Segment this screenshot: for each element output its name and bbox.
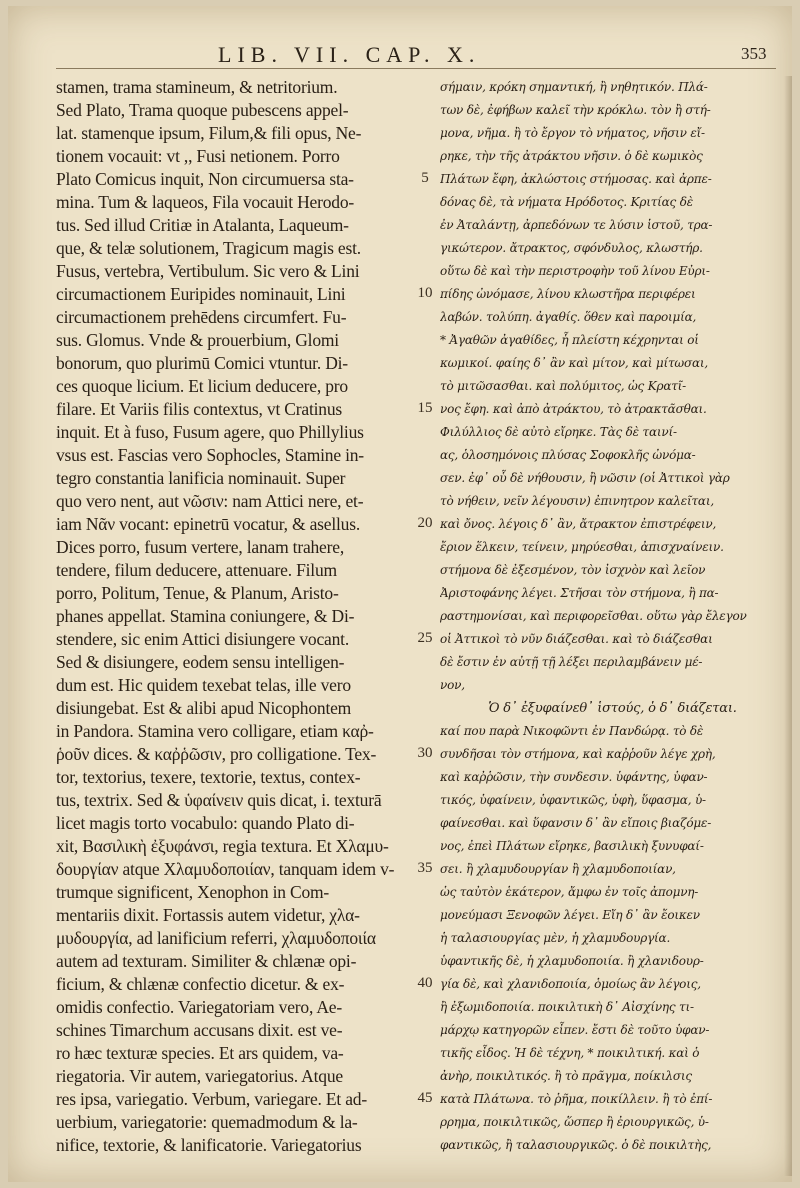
- latin-text-line: trumque significent, Xenophon in Com-: [56, 882, 330, 902]
- greek-text-line: Πλάτων ἔφη, ἀκλώστοις στήμοσας. καὶ ἀρπε-: [440, 172, 712, 186]
- greek-text-line: τὸ μιτῶσασθαι. καὶ πολύμιτος, ὡς Κρατῖ-: [440, 379, 687, 393]
- latin-text-line: nifice, textorie, & lanificatorie. Variegatorius: [56, 1135, 362, 1155]
- greek-text-line: ας, ὁλοσημόνοις πλύσας Σοφοκλῆς ὠνόμα-: [440, 448, 696, 462]
- latin-text-line: schines Timarchum accusans dixit. est ve-: [56, 1020, 343, 1040]
- greek-text-line: τικῆς εἶδος. Ἡ δὲ τέχνη, * ποικιλτική. καὶ ὁ: [440, 1046, 700, 1060]
- page-header: [8, 42, 792, 68]
- latin-text-line: ro hæc texturæ species. Et ars quidem, va-: [56, 1043, 344, 1063]
- latin-text-line: tendere, filum deducere, attenuare. Filum: [56, 560, 337, 580]
- latin-text-line: licet magis torto vocabulo: quando Plato di-: [56, 813, 355, 833]
- latin-text-line: tus, textrix. Sed & ὑφαίνειν quis dicat, i. texturā: [56, 790, 382, 810]
- greek-text-line: ἡ ταλασιουργίας μὲν, ἡ χλαμυδουργία.: [440, 931, 671, 945]
- margin-line-number: 25: [417, 630, 433, 646]
- latin-text-line: μυδουργία, ad lanificium referri, χλαμυδοποιία: [56, 928, 376, 948]
- greek-text-line: σει. ἢ χλαμυδουργίαν ἢ χλαμυδοποιίαν,: [440, 862, 676, 876]
- latin-text-line: circumactionem prehēdens circumfert. Fu-: [56, 307, 347, 327]
- greek-text-line: λαβών. τολύπη. ἀγαθίς. ὅθεν καὶ παροιμία,: [440, 310, 697, 324]
- greek-text-line: καὶ ὄνος. λέγοις δ᾽ ἂν, ἄτρακτον ἐπιστρέφειν,: [440, 517, 717, 531]
- greek-text-line: φαίνεσθαι. καὶ ὕφανσιν δ᾽ ἂν εἴποις βιαζόμε-: [440, 816, 712, 830]
- latin-text-line: omidis confectio. Variegatoriam vero, Ae-: [56, 997, 342, 1017]
- latin-text-line: ῥοῦν dices. & καῤῥῶσιν, pro colligatione. Tex-: [56, 744, 377, 764]
- greek-text-line: τικός, ὑφαίνειν, ὑφαντικῶς, ὑφὴ, ὕφασμα, ὑ-: [440, 793, 706, 807]
- greek-text-line: κωμικοί. φαίης δ᾽ ἂν καὶ μίτον, καὶ μίτωσαι,: [440, 356, 708, 370]
- margin-line-number: 5: [421, 170, 429, 186]
- margin-line-number: 10: [417, 285, 433, 301]
- greek-text-line: Φιλύλλιος δὲ αὐτὸ εἴρηκε. Τὰς δὲ ταινί-: [440, 425, 677, 439]
- greek-text-line: σεν. ἐφ᾽ οὗ δὲ νήθουσιν, ἢ νῶσιν (οἱ Ἀττικοὶ γὰρ: [440, 471, 730, 485]
- latin-text-line: tus. Sed illud Critiæ in Atalanta, Laqueum-: [56, 215, 349, 235]
- latin-text-line: autem ad texturam. Similiter & chlænæ opi-: [56, 951, 357, 971]
- latin-text-line: stendere, sic enim Attici disiungere vocant.: [56, 629, 349, 649]
- greek-text-line: μονεύμασι Ξενοφῶν λέγει. Εἴη δ᾽ ἂν ἔοικεν: [440, 908, 700, 922]
- latin-text-line: inquit. Et à fuso, Fusum agere, quo Phillylius: [56, 422, 364, 442]
- greek-text-line: νον,: [440, 678, 465, 692]
- greek-column: [440, 76, 785, 1157]
- latin-text-line: lat. stamenque ipsum, Filum,& fili opus, Ne-: [56, 123, 362, 143]
- latin-text-line: mina. Tum & laqueos, Fila vocauit Herodo-: [56, 192, 355, 212]
- greek-text-line: Ὁ δ᾽ ἐξυφαίνεθ᾽ ἱστούς, ὁ δ᾽ διάζεται.: [488, 701, 737, 716]
- latin-text-line: iam Νᾶν vocant: epinetrū vocatur, & asellus.: [56, 514, 361, 534]
- latin-text-line: Sed & disiungere, eodem sensu intelligen-: [56, 652, 345, 672]
- book-page: [8, 6, 792, 1182]
- greek-text-line: Ἀριστοφάνης λέγει. Στῆσαι τὸν στήμονα, ἢ πα-: [440, 586, 719, 600]
- greek-text-line: γία δὲ, καὶ χλανιδοποιία, ὁμοίως ἂν λέγοις,: [440, 977, 701, 991]
- margin-line-number: 20: [417, 515, 433, 531]
- latin-text-line: uerbium, variegatorie: quemadmodum & la-: [56, 1112, 358, 1132]
- latin-text-line: mentariis dixit. Fortassis autem videtur, χλα-: [56, 905, 360, 925]
- latin-text-line: xit, Βασιλικὴ ἐξυφάνσι, regia textura. Et Χλαμυ-: [56, 836, 389, 856]
- greek-text-line: των δὲ, ἐφήβων καλεῖ τὴν κρόκλω. τὸν ἢ στή-: [440, 103, 711, 117]
- latin-text-line: Fusus, vertebra, Vertibulum. Sic vero & Lini: [56, 261, 360, 281]
- latin-text-line: δουργίαν atque Χλαμυδοποιίαν, tanquam idem v-: [56, 859, 395, 879]
- greek-text-line: γικώτερον. ἄτρακτος, σφόνδυλος, κλωστήρ.: [440, 241, 703, 255]
- latin-text-line: tegro constantia lanificia nominauit. Super: [56, 468, 346, 488]
- greek-text-line: δόνας δὲ, τὰ νήματα Ηρόδοτος. Κριτίας δὲ: [440, 195, 693, 209]
- latin-text-line: porro, Politum, Tenue, & Planum, Aristo-: [56, 583, 339, 603]
- latin-text-line: tionem vocauit: vt ,, Fusi netionem. Porro: [56, 146, 340, 166]
- latin-text-line: bonorum, quo plurimū Comici vtuntur. Di-: [56, 353, 348, 373]
- greek-text-line: ραστημονίσαι, καὶ περιφορεῖσθαι. οὕτω γὰρ ἔλεγον: [440, 609, 747, 623]
- greek-text-line: τὸ νήθειν, νεῖν λέγουσιν) ἐπινητρον καλεῖται,: [440, 494, 714, 508]
- latin-text-line: Dices porro, fusum vertere, lanam trahere,: [56, 537, 344, 557]
- greek-text-line: * Ἀγαθῶν ἀγαθίδες, ἧ πλείστη κέχρηνται οἱ: [440, 333, 699, 347]
- latin-text-line: Plato Comicus inquit, Non circumuersa sta-: [56, 169, 354, 189]
- greek-text-line: σήμαιν, κρόκη σημαντική, ἢ νηθητικόν. Πλά-: [440, 80, 708, 94]
- greek-text-line: οἱ Ἀττικοὶ τὸ νῦν διάζεσθαι. καὶ τὸ διάζεσθαι: [440, 632, 713, 646]
- latin-text-line: quo vero nent, aut νῶσιν: nam Attici nere, et-: [56, 491, 364, 511]
- latin-text-line: stamen, trama stamineum, & netritorium.: [56, 77, 338, 97]
- latin-text-line: in Pandora. Stamina vero colligare, etiam καῤ-: [56, 721, 374, 741]
- margin-line-number: 35: [417, 860, 433, 876]
- latin-text-line: ficium, & chlænæ confectio dicetur. & ex-: [56, 974, 345, 994]
- greek-text-line: συνδῆσαι τὸν στήμονα, καὶ καῤῥοῦν λέγε χρὴ,: [440, 747, 716, 761]
- greek-text-line: ἔριον ἕλκειν, τείνειν, μηρύεσθαι, ἀπισχναίνειν.: [440, 540, 724, 554]
- latin-text-line: vsus est. Fascias vero Sophocles, Stamine in-: [56, 445, 364, 465]
- greek-text-line: πίδης ὠνόμασε, λίνου κλωστῆρα περιφέρει: [440, 287, 696, 301]
- header-rule: [56, 68, 776, 69]
- greek-text-line: ρηκε, τὴν τῆς ἀτράκτου νῆσιν. ὁ δὲ κωμικὸς: [440, 149, 703, 163]
- greek-text-line: δὲ ἔστιν ἐν αὐτῇ τῇ λέξει περιλαμβάνειν μέ-: [440, 655, 703, 669]
- latin-text-line: filare. Et Variis filis contextus, vt Cratinus: [56, 399, 342, 419]
- greek-text-line: οὕτω δὲ καὶ τὴν περιστροφὴν τοῦ λίνου Εὐρι-: [440, 264, 710, 278]
- greek-text-line: ρρημα, ποικιλτικῶς, ὥσπερ ἢ ἐριουργικῶς, ὑ-: [440, 1115, 709, 1129]
- margin-line-number: 15: [417, 400, 433, 416]
- latin-text-line: riegatoria. Vir autem, variegatorius. Atque: [56, 1066, 343, 1086]
- greek-text-line: μάρχῳ κατηγορῶν εἶπεν. ἔστι δὲ τοῦτο ὑφαν-: [440, 1023, 710, 1037]
- latin-text-line: phanes appellat. Stamina coniungere, & Di-: [56, 606, 355, 626]
- margin-line-number: 40: [417, 975, 433, 991]
- greek-text-line: ἢ ἐξωμιδοποιία. ποικιλτικὴ δ᾽ Αἰσχίνης τι-: [440, 1000, 694, 1014]
- latin-column: [56, 76, 414, 1157]
- greek-text-line: ἀνὴρ, ποικιλτικός. ἢ τὸ πρᾶγμα, ποίκιλσις: [440, 1069, 692, 1083]
- greek-text-line: μονα, νῆμα. ἢ τὸ ἔργον τὸ νήματος, νῆσιν εἴ-: [440, 126, 705, 140]
- latin-text-line: tor, textorius, texere, textorie, textus, contex-: [56, 767, 361, 787]
- page-number: 353: [741, 44, 767, 63]
- latin-text-line: res ipsa, variegatio. Verbum, variegare. Et ad-: [56, 1089, 367, 1109]
- latin-text-line: circumactionem Euripides nominauit, Lini: [56, 284, 346, 304]
- greek-text-line: ὑφαντικῆς δὲ, ἡ χλαμυδοποιία. ἢ χλανιδουρ-: [440, 954, 704, 968]
- greek-text-line: νος ἔφη. καὶ ἀπὸ ἀτράκτου, τὸ ἀτρακτᾶσθαι.: [440, 402, 707, 416]
- greek-text-line: καί που παρὰ Νικοφῶντι ἐν Πανδώρᾳ. τὸ δὲ: [440, 724, 704, 738]
- greek-text-line: νος, ἐπεὶ Πλάτων εἴρηκε, βασιλικὴ ξυνυφαί-: [440, 839, 704, 853]
- latin-text-line: sus. Glomus. Vnde & prouerbium, Glomi: [56, 330, 339, 350]
- margin-line-number: 30: [417, 745, 433, 761]
- running-head: LIB. VII. CAP. X.: [218, 42, 481, 67]
- greek-text-line: ἐν Ἀταλάντῃ, ἀρπεδόνων τε λύσιν ἱστοῦ, τρα-: [440, 218, 713, 232]
- greek-text-line: στήμονα δὲ ἐξεσμένον, τὸν ἰσχνὸν καὶ λεῖον: [440, 563, 706, 577]
- greek-text-line: κατὰ Πλάτωνα. τὸ ῥῆμα, ποικίλλειν. ἢ τὸ ἐπί-: [440, 1092, 713, 1106]
- latin-text-line: dum est. Hic quidem texebat telas, ille vero: [56, 675, 351, 695]
- greek-text-line: φαντικῶς, ἢ ταλασιουργικῶς. ὁ δὲ ποικιλτὴς,: [440, 1138, 712, 1152]
- greek-text-line: ὡς ταὐτὸν ἑκάτερον, ἄμφω ἐν τοῖς ἀπομνη-: [440, 885, 699, 899]
- greek-text-line: καὶ καῤῥῶσιν, τὴν συνδεσιν. ὑφάντης, ὑφαν-: [440, 770, 708, 784]
- margin-line-number: 45: [417, 1090, 433, 1106]
- page-edge-shadow: [784, 76, 792, 1176]
- latin-text-line: Sed Plato, Trama quoque pubescens appel-: [56, 100, 349, 120]
- latin-text-line: ces quoque licium. Et licium deducere, pro: [56, 376, 348, 396]
- latin-text-line: disiungebat. Est & alibi apud Nicophontem: [56, 698, 352, 718]
- latin-text-line: que, & telæ solutionem, Tragicum magis est.: [56, 238, 361, 258]
